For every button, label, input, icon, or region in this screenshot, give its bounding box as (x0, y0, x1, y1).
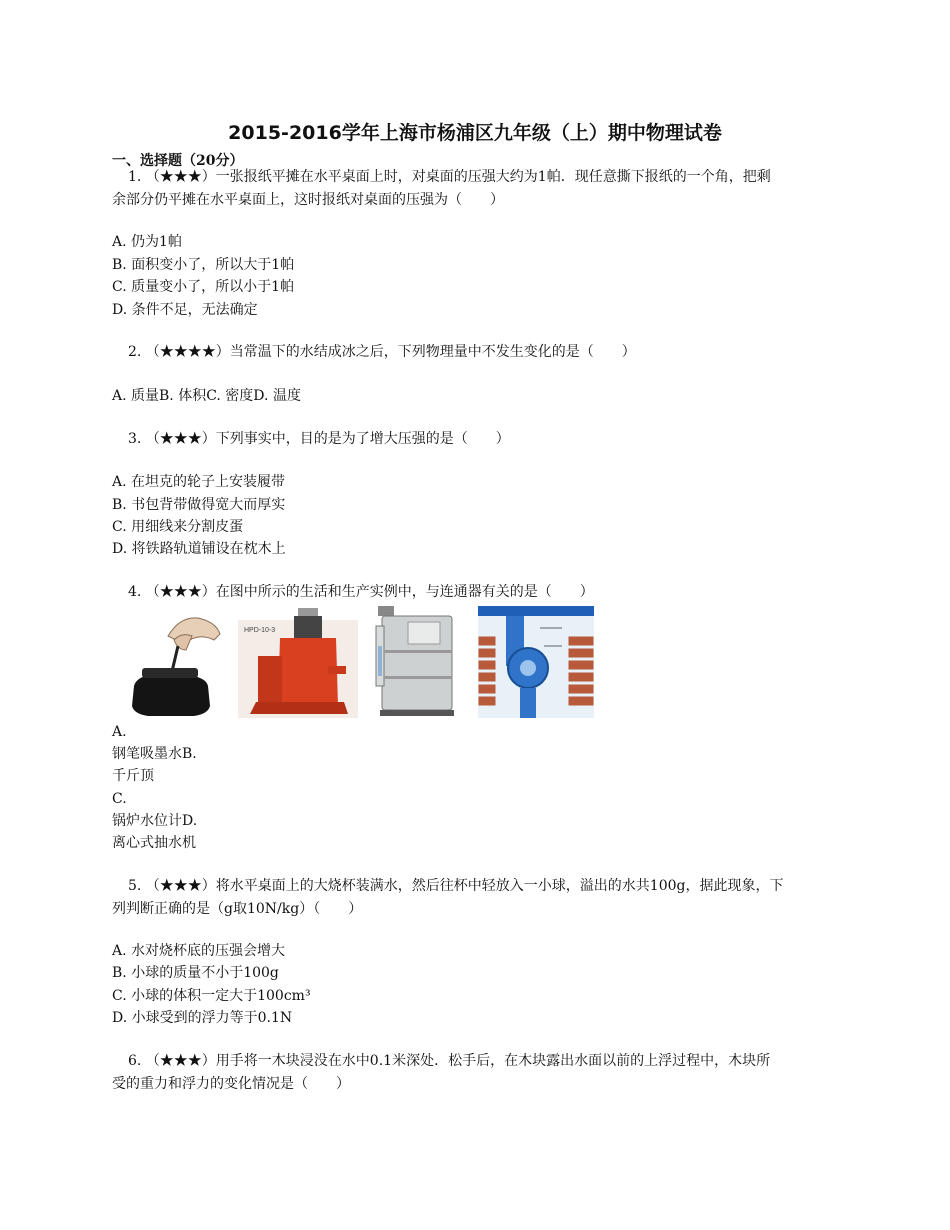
q3-option-d: D. 将铁路轨道铺设在枕木上 (112, 541, 286, 557)
q6-stem-line1: 6. （★★★）用手将一木块浸没在水中0.1米深处．松手后，在木块露出水面以前的上浮过程中，木块所 (128, 1053, 771, 1069)
centrifugal-pump-image (478, 606, 594, 718)
q4-option-b-caption: 千斤顶 (112, 768, 154, 784)
q4-option-c-caption: 锅炉水位计D. (112, 813, 198, 829)
hydraulic-jack-image (238, 606, 358, 718)
q5-stem-line2: 列判断正确的是（g取10N/kg）（ ） (112, 901, 363, 917)
page-title: 2015-2016学年上海市杨浦区九年级（上）期中物理试卷 (228, 122, 722, 144)
q5-option-b: B. 小球的质量不小于100g (112, 965, 279, 981)
q3-option-b: B. 书包背带做得宽大而厚实 (112, 497, 286, 513)
q1-option-a: A. 仍为1帕 (112, 234, 182, 250)
q4-stem: 4. （★★★）在图中所示的生活和生产实例中，与连通器有关的是（ ） (128, 584, 594, 600)
q5-option-d: D. 小球受到的浮力等于0.1N (112, 1010, 293, 1026)
q4-option-a: A. (112, 724, 127, 740)
q5-stem-line1: 5. （★★★）将水平桌面上的大烧杯装满水，然后往杯中轻放入一小球，溢出的水共100g，据此现象，下 (128, 878, 784, 894)
q4-option-a-caption: 钢笔吸墨水B. (112, 746, 197, 762)
q3-option-c: C. 用细线来分割皮蛋 (112, 519, 244, 535)
q3-option-a: A. 在坦克的轮子上安装履带 (112, 474, 286, 490)
q1-option-c: C. 质量变小了，所以小于1帕 (112, 279, 295, 295)
q1-stem-line2: 余部分仍平摊在水平桌面上，这时报纸对桌面的压强为（ ） (112, 192, 504, 208)
jack-model-label: HPD-10-3 (244, 627, 276, 634)
q2-options: A. 质量B. 体积C. 密度D. 温度 (112, 388, 301, 404)
q4-option-c: C. (112, 791, 127, 807)
q5-option-c: C. 小球的体积一定大于100cm³ (112, 988, 311, 1004)
q5-option-a: A. 水对烧杯底的压强会增大 (112, 943, 286, 959)
section-heading: 一、选择题（20分） (112, 153, 244, 169)
q4-option-d-caption: 离心式抽水机 (112, 835, 196, 851)
fountain-pen-ink-image (128, 606, 228, 718)
q1-option-b: B. 面积变小了，所以大于1帕 (112, 257, 295, 273)
q2-stem: 2. （★★★★）当常温下的水结成冰之后，下列物理量中不发生变化的是（ ） (128, 344, 636, 360)
boiler-water-gauge-image (370, 606, 462, 718)
q1-stem-line1: 1. （★★★）一张报纸平摊在水平桌面上时，对桌面的压强大约为1帕．现任意撕下报纸的一个角，把剩 (128, 169, 771, 185)
q1-option-d: D. 条件不足，无法确定 (112, 302, 258, 318)
q6-stem-line2: 受的重力和浮力的变化情况是（ ） (112, 1076, 350, 1092)
q3-stem: 3. （★★★）下列事实中，目的是为了增大压强的是（ ） (128, 431, 510, 447)
